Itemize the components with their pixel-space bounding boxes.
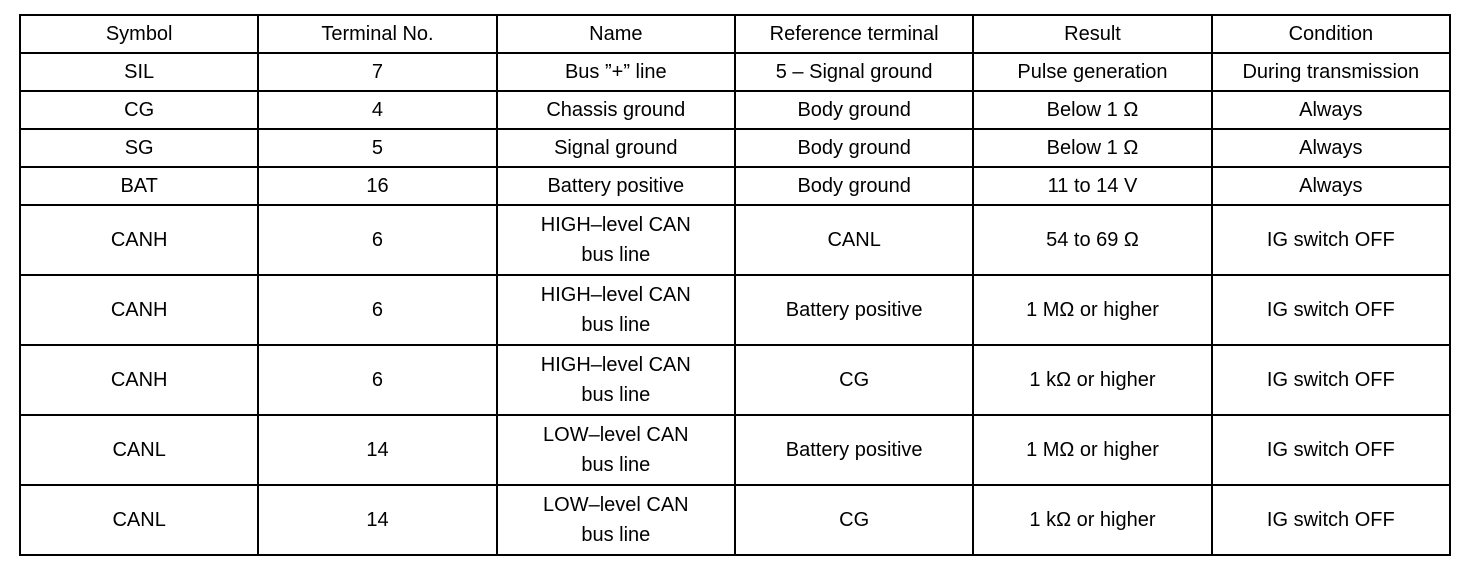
table-row [20, 91, 1450, 129]
cell-name [497, 91, 735, 129]
cell-terminal-no: 4 [258, 91, 496, 129]
cell-symbol: SIL [20, 53, 258, 91]
cell-name [497, 345, 735, 415]
cell-reference-terminal: Body ground [735, 129, 973, 167]
cell-terminal-no: 6 [258, 205, 496, 275]
column-header-terminal-no: Terminal No. [258, 15, 496, 53]
cell-name [497, 167, 735, 205]
cell-name [497, 205, 735, 275]
cell-reference-terminal: Battery positive [735, 275, 973, 345]
column-header-result: Result [973, 15, 1211, 53]
column-header-name: Name [497, 15, 735, 53]
column-header-reference-terminal: Reference terminal [735, 15, 973, 53]
cell-name [497, 275, 735, 345]
cell-condition: IG switch OFF [1212, 485, 1450, 555]
table-row [20, 205, 1450, 275]
cell-terminal-no: 6 [258, 345, 496, 415]
cell-result: 1 kΩ or higher [973, 485, 1211, 555]
cell-name-line: HIGH–level CAN [540, 214, 691, 236]
cell-condition: IG switch OFF [1212, 415, 1450, 485]
cell-name [497, 129, 735, 167]
cell-name-line: Bus ”+” line [564, 61, 667, 83]
cell-name-line: LOW–level CAN [543, 424, 689, 446]
cell-symbol: CANL [20, 415, 258, 485]
cell-name [497, 485, 735, 555]
cell-symbol: CANL [20, 485, 258, 555]
table-row [20, 345, 1450, 415]
cell-symbol: BAT [20, 167, 258, 205]
cell-result: Pulse generation [973, 53, 1211, 91]
cell-name-line: Chassis ground [546, 99, 686, 121]
cell-name [497, 415, 735, 485]
column-header-symbol: Symbol [20, 15, 258, 53]
cell-condition: During transmission [1212, 53, 1450, 91]
cell-symbol: SG [20, 129, 258, 167]
terminal-check-table [19, 14, 1451, 556]
cell-symbol: CANH [20, 345, 258, 415]
cell-condition: IG switch OFF [1212, 205, 1450, 275]
cell-name [497, 53, 735, 91]
cell-result: Below 1 Ω [973, 129, 1211, 167]
table-row [20, 167, 1450, 205]
cell-symbol: CG [20, 91, 258, 129]
cell-terminal-no: 14 [258, 415, 496, 485]
column-header-condition: Condition [1212, 15, 1450, 53]
cell-terminal-no: 6 [258, 275, 496, 345]
cell-result: 1 kΩ or higher [973, 345, 1211, 415]
cell-terminal-no: 16 [258, 167, 496, 205]
cell-name-line: HIGH–level CAN [540, 284, 691, 306]
cell-reference-terminal: 5 – Signal ground [735, 53, 973, 91]
cell-condition: Always [1212, 129, 1450, 167]
table-row [20, 275, 1450, 345]
cell-result: 11 to 14 V [973, 167, 1211, 205]
cell-reference-terminal: CG [735, 485, 973, 555]
cell-name-line: bus line [581, 244, 651, 266]
cell-reference-terminal: CANL [735, 205, 973, 275]
cell-name-line: bus line [581, 384, 651, 406]
cell-name-line: HIGH–level CAN [540, 354, 691, 376]
cell-name-line: Signal ground [554, 137, 678, 159]
cell-reference-terminal: CG [735, 345, 973, 415]
cell-result: 1 MΩ or higher [973, 275, 1211, 345]
cell-result: Below 1 Ω [973, 91, 1211, 129]
cell-terminal-no: 7 [258, 53, 496, 91]
cell-name-line: bus line [581, 314, 651, 336]
cell-name-line: Battery positive [547, 175, 685, 197]
cell-reference-terminal: Body ground [735, 167, 973, 205]
cell-result: 1 MΩ or higher [973, 415, 1211, 485]
table-row [20, 53, 1450, 91]
cell-terminal-no: 5 [258, 129, 496, 167]
table-header-row [20, 15, 1450, 53]
cell-terminal-no: 14 [258, 485, 496, 555]
cell-name-line: bus line [581, 454, 651, 476]
table-row [20, 485, 1450, 555]
cell-reference-terminal: Battery positive [735, 415, 973, 485]
cell-condition: IG switch OFF [1212, 275, 1450, 345]
cell-condition: IG switch OFF [1212, 345, 1450, 415]
cell-reference-terminal: Body ground [735, 91, 973, 129]
table-row [20, 129, 1450, 167]
cell-condition: Always [1212, 91, 1450, 129]
cell-name-line: LOW–level CAN [543, 494, 689, 516]
table-row [20, 415, 1450, 485]
cell-symbol: CANH [20, 275, 258, 345]
table-body [20, 53, 1450, 555]
cell-result: 54 to 69 Ω [973, 205, 1211, 275]
cell-symbol: CANH [20, 205, 258, 275]
cell-name-line: bus line [581, 524, 651, 546]
cell-condition: Always [1212, 167, 1450, 205]
